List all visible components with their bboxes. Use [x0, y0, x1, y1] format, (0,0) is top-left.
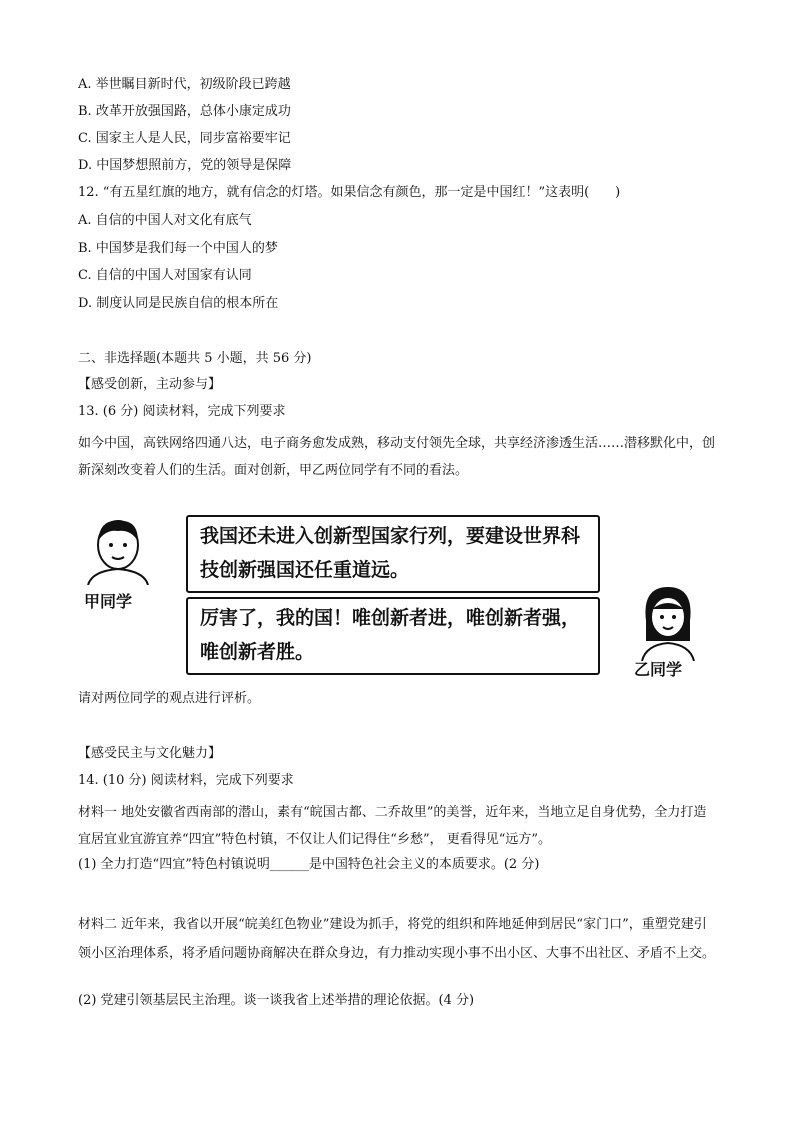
section-heading: 二、非选择题(本题共 5 小题，共 56 分) — [78, 351, 312, 366]
sub-question-1: (1) 全力打造“四宜”特色村镇说明______是中国特色社会主义的本质要求。(2 分) — [78, 857, 540, 872]
option-c: C. 国家主人是人民，同步富裕要牢记 — [78, 131, 291, 146]
question-13-prompt: 请对两位同学的观点进行评析。 — [78, 691, 261, 706]
q12-option-b: B. 中国梦是我们每一个中国人的梦 — [78, 241, 278, 256]
part-2-heading: 【感受民主与文化魅力】 — [78, 746, 222, 761]
q12-option-c: C. 自信的中国人对国家有认同 — [78, 268, 252, 283]
option-d: D. 中国梦想照前方，党的领导是保障 — [78, 158, 292, 173]
speech-bubble-a: 我国还未进入创新型国家行列，要建设世界科技创新强国还任重道远。 — [186, 515, 600, 593]
speech-bubble-b: 厉害了，我的国！唯创新者进，唯创新者强，唯创新者胜。 — [186, 597, 600, 675]
material-1: 材料一 地处安徽省西南部的潜山，素有“皖国古都、二乔故里”的美誉，近年来，当地立足自身优势，全力打造宜居宜业宜游宜养“四宜”特色村镇，不仅让人们记得住“乡愁”， 更看得见“远方”。 — [78, 805, 707, 847]
option-a: A. 举世瞩目新时代，初级阶段已跨越 — [78, 77, 291, 92]
cartoon-illustration — [78, 515, 718, 679]
option-b: B. 改革开放强国路，总体小康定成功 — [78, 104, 291, 119]
question-14-stem: 14. (10 分) 阅读材料，完成下列要求 — [78, 773, 294, 788]
speaker-b-label: 乙同学 — [634, 660, 683, 679]
question-13-material: 如今中国，高铁网络四通八达，电子商务愈发成熟，移动支付领先全球，共享经济渗透生活……潜移默化中，创新深刻改变着人们的生活。面对创新，甲乙两位同学有不同的看法。 — [78, 436, 716, 478]
question-13-stem: 13. (6 分) 阅读材料，完成下列要求 — [78, 404, 286, 419]
girl-figure — [628, 581, 708, 661]
question-12-stem: 12. “有五星红旗的地方，就有信念的灯塔。如果信念有颜色，那一定是中国红！”这表明( ) — [78, 185, 621, 200]
speaker-a-label: 甲同学 — [84, 592, 133, 611]
q12-option-d: D. 制度认同是民族自信的根本所在 — [78, 296, 279, 311]
material-2: 材料二 近年来，我省以开展“皖美红色物业”建设为抓手，将党的组织和阵地延伸到居民“家门口”，重塑党建引领小区治理体系，将矛盾问题协商解决在群众身边，有力推动实现小事不出小区、大事不出社区、矛盾不上交。 — [78, 917, 716, 961]
part-1-heading: 【感受创新，主动参与】 — [78, 377, 222, 392]
boy-figure — [78, 515, 158, 585]
sub-question-2: (2) 党建引领基层民主治理。谈一谈我省上述举措的理论依据。(4 分) — [78, 993, 475, 1008]
q12-option-a: A. 自信的中国人对文化有底气 — [78, 213, 252, 228]
